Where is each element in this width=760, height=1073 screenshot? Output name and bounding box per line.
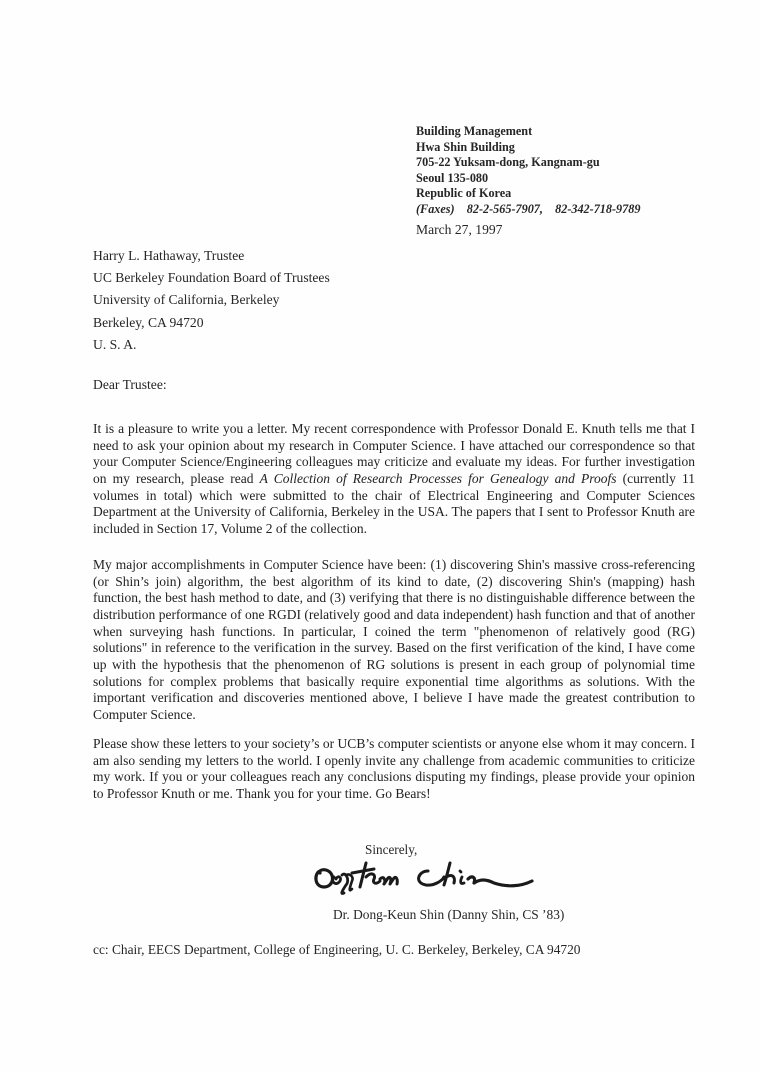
recipient-line: U. S. A. bbox=[93, 336, 137, 352]
recipient-address-block bbox=[93, 245, 330, 356]
recipient-line: Harry L. Hathaway, Trustee bbox=[93, 248, 245, 263]
p1-text-after: (currently 11 volumes in total) which were submitted to the chair of Electrical Engineering and Computer Sciences Department at the University of California, Berkeley in the USA. The papers that I sent to Professor Knuth are included in Section 17, Volume 2 of the collection. bbox=[93, 470, 695, 536]
salutation: Dear Trustee: bbox=[93, 377, 167, 392]
body-paragraph-1 bbox=[93, 421, 695, 538]
signature-icon bbox=[310, 857, 545, 897]
fax-label: (Faxes) bbox=[416, 201, 455, 216]
sender-line: 705-22 Yuksam-dong, Kangnam-gu bbox=[416, 155, 600, 170]
recipient-line: Berkeley, CA 94720 bbox=[93, 314, 204, 330]
recipient-line: University of California, Berkeley bbox=[93, 292, 280, 308]
cc-line: cc: Chair, EECS Department, College of Engineering, U. C. Berkeley, Berkeley, CA 94720 bbox=[93, 942, 581, 957]
closing: Sincerely, bbox=[365, 842, 418, 857]
sender-address-block bbox=[416, 124, 640, 218]
sender-line: Hwa Shin Building bbox=[416, 139, 515, 154]
sender-line: Building Management bbox=[416, 124, 533, 138]
publication-title: A Collection of Research Processes for Genealogy and Proofs bbox=[259, 470, 617, 486]
body-paragraph-3: Please show these letters to your society’s or UCB’s computer scientists or anyone else whom it may concern. I am also sending my letters to the world. I openly invite any challenge from academic communities to criticize my work. If you or your colleagues reach any conclusions disputing my findings, please provide your opinion to Professor Knuth or me. Thank you for your time. Go Bears! bbox=[93, 736, 695, 801]
recipient-line: UC Berkeley Foundation Board of Trustees bbox=[93, 270, 330, 286]
letter-date: March 27, 1997 bbox=[416, 222, 503, 237]
signer-name: Dr. Dong-Keun Shin (Danny Shin, CS ’83) bbox=[333, 907, 565, 922]
fax-numbers: 82-2-565-7907, 82-342-718-9789 bbox=[466, 201, 641, 216]
sender-fax-line bbox=[416, 202, 640, 218]
sender-line: Republic of Korea bbox=[416, 186, 512, 201]
body-paragraph-2: My major accomplishments in Computer Science have been: (1) discovering Shin's massive cross-referencing (or Shin’s join) algorithm, the best algorithm of its kind to date, (2) discovering Shin's (mapping) hash function, the best hash method to date, and (3) verifying that there is no distinguishable difference between the distribution performance of one RGDI (relatively good and data independent) hash function and that of another when surveying hash functions. In particular, I coined the term "phenomenon of relatively good (RG) solutions" in reference to the verification in the survey. Based on the first verification of the kind, I have come up with the hypothesis that the phenomenon of RG solutions is present in each group of polynomial time solutions for complex problems that basically require exponential time algorithms as solutions. With the important verification and discoveries mentioned above, I believe I have made the greatest contribution to Computer Science. bbox=[93, 557, 695, 722]
p1-text-before: It is a pleasure to write you a letter. My recent correspondence with Professor Donald E. Knuth tells me that I need to ask your opinion about my research in Computer Science. I have attached our correspondence so that your Computer Science/Engineering colleagues may criticize and evaluate my ideas. For further investigation on my research, please read bbox=[93, 421, 695, 486]
sender-line: Seoul 135-080 bbox=[416, 170, 489, 185]
